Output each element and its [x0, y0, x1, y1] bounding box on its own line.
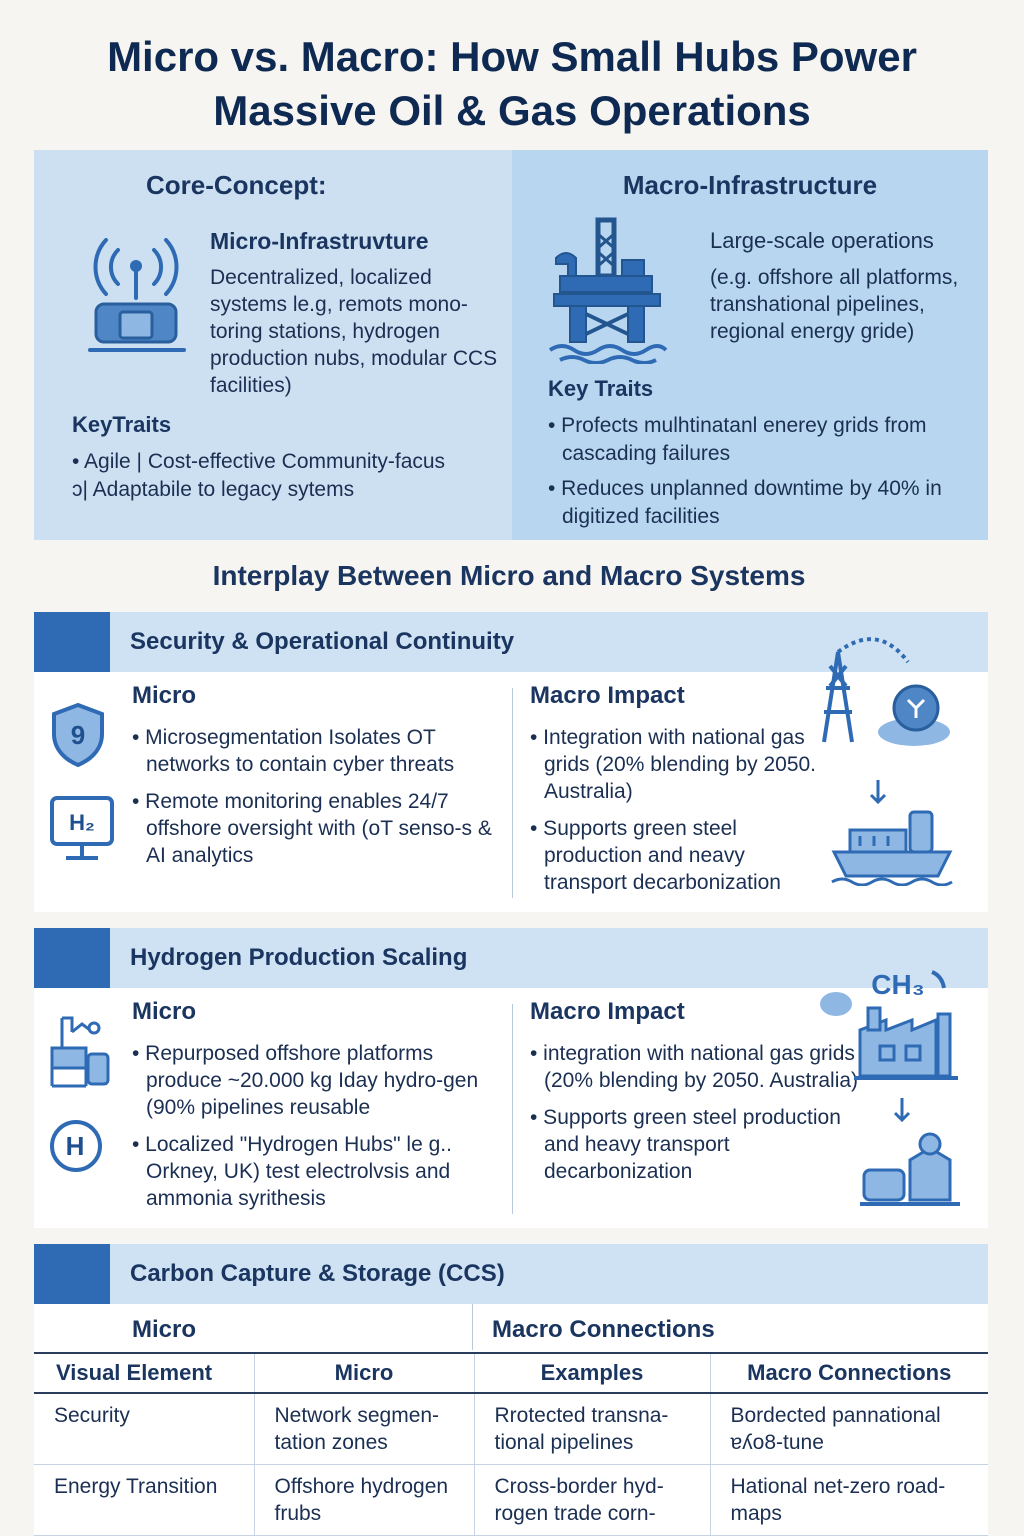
- micro-key-traits-line-1: • Agile | Cost-effective Community-facus: [72, 450, 446, 473]
- title-line-1: Micro vs. Macro: How Small Hubs Power: [107, 33, 917, 80]
- macro-trait-item: • Profects mulhtinatanl enerey grids from cascading failures: [548, 414, 927, 465]
- page-title: [0, 30, 1024, 138]
- table-cell: Hational net-zero road-maps: [710, 1465, 988, 1536]
- monitor-icon: [48, 794, 116, 866]
- column-header: Macro Connections: [710, 1353, 988, 1393]
- macro-concept-panel: [512, 150, 988, 540]
- micro-key-traits: [72, 448, 512, 504]
- column-divider: [472, 1304, 473, 1350]
- ccs-section-header: [34, 1244, 988, 1304]
- security-section: [34, 612, 988, 912]
- hydrogen-macro-item: • Supports green steel production and heavy transport decarbonization: [530, 1106, 841, 1183]
- table-header-row: [34, 1353, 988, 1393]
- table-cell: Cross-border hyd-rogen trade corn-: [474, 1465, 710, 1536]
- monitor-icon-label: H₂: [69, 810, 95, 835]
- down-arrow-icon: [892, 1096, 912, 1124]
- hydrogen-macro-heading: Macro Impact: [530, 998, 685, 1025]
- table-cell: Energy Transition: [34, 1465, 254, 1536]
- column-header: Visual Element: [34, 1353, 254, 1393]
- security-section-title: Security & Operational Continuity: [130, 628, 515, 655]
- table-cell: Network segmen-tation zones: [254, 1393, 474, 1465]
- column-divider: [512, 688, 513, 898]
- pipeline-tower-icon: [804, 632, 954, 752]
- micro-key-traits-line-2: ↄ| Adaptabile to legacy sytems: [72, 478, 355, 501]
- table-cell: Offshore hydrogen frubs: [254, 1465, 474, 1536]
- micro-concept-panel: [34, 150, 512, 540]
- macro-key-traits-label: Key Traits: [548, 376, 654, 401]
- concept-panel: [34, 150, 988, 540]
- security-micro-heading: Micro: [132, 682, 197, 709]
- section-accent-bar: [34, 928, 110, 988]
- hydrogen-micro-list: [132, 1040, 502, 1222]
- security-macro-heading: Macro Impact: [530, 682, 685, 709]
- macro-infrastructure-heading: Macro-Infrastructure: [622, 170, 878, 200]
- title-line-2: Massive Oil & Gas Operations: [213, 87, 811, 134]
- ccs-section-title: Carbon Capture & Storage (CCS): [130, 1260, 505, 1287]
- section-accent-bar: [34, 612, 110, 672]
- offshore-platform-icon: [546, 214, 670, 364]
- column-header: Micro: [254, 1353, 474, 1393]
- hydrogen-micro-heading: Micro: [132, 998, 197, 1025]
- factory-icon-label: CH₃: [871, 969, 925, 1000]
- steel-plant-icon: [858, 1130, 962, 1210]
- ccs-section: [34, 1244, 988, 1536]
- ccs-macro-heading: Macro Connections: [492, 1316, 715, 1343]
- table-row: [34, 1465, 988, 1536]
- ccs-micro-heading: Micro: [132, 1316, 197, 1343]
- security-micro-item: • Remote monitoring enables 24/7 offshore oversight with (oT senso-s & AI analytics: [132, 790, 492, 867]
- security-macro-item: • Integration with national gas grids (20% blending by 2050. Australia): [530, 726, 817, 803]
- column-divider: [512, 1004, 513, 1214]
- table-cell: Rrotected transna-tional pipelines: [474, 1393, 710, 1465]
- micro-key-traits-label: KeyTraits: [72, 412, 172, 437]
- ccs-comparison-table: [34, 1352, 988, 1536]
- security-macro-item: • Supports green steel production and neavy transport decarbonization: [530, 817, 781, 894]
- table-cell: Bordected pannational ɐʎo8-tune: [710, 1393, 988, 1465]
- micro-infrastructure-title: Micro-Infrastruvture: [210, 228, 429, 254]
- wireless-hub-icon: [80, 228, 192, 354]
- table-cell: Security: [34, 1393, 254, 1465]
- down-arrow-icon: [868, 778, 888, 806]
- factory-icon: [814, 964, 964, 1084]
- core-concept-heading: Core-Concept:: [146, 170, 327, 200]
- macro-trait-item: • Reduces unplanned downtime by 40% in digitized facilities: [548, 477, 942, 528]
- electrolyzer-plant-icon: [48, 1010, 114, 1090]
- hydrogen-icon-label: H: [65, 1131, 85, 1161]
- table-row: [34, 1393, 988, 1465]
- security-macro-list: [530, 724, 820, 906]
- macro-key-traits-list: [548, 412, 978, 538]
- security-micro-item: • Microsegmentation Isolates OT networks to contain cyber threats: [132, 726, 455, 776]
- hydrogen-micro-item: • Localized "Hydrogen Hubs" le g.. Orkney, UK) test electrolvsis and ammonia syrithesis: [132, 1133, 452, 1210]
- micro-infrastructure-description: Decentralized, localized systems le.g, remots mono-toring stations, hydrogen production nubs, modular CCS facilities): [210, 266, 498, 397]
- hydrogen-section-title: Hydrogen Production Scaling: [130, 944, 468, 971]
- tanker-ship-icon: [830, 806, 954, 886]
- hydrogen-micro-item: • Repurposed offshore platforms produce ~20.000 kg Iday hydro-gen (90% pipelines reusable: [132, 1042, 479, 1119]
- column-header: Examples: [474, 1353, 710, 1393]
- macro-description-lead: Large-scale operations: [710, 228, 934, 253]
- shield-icon: [50, 702, 106, 768]
- macro-description-examples: (e.g. offshore all platforms, transhational pipelines, regional energy gride): [710, 266, 959, 343]
- interplay-heading: Interplay Between Micro and Macro Systems: [212, 560, 806, 591]
- hydrogen-icon: [48, 1118, 104, 1174]
- hydrogen-macro-item: • integration with national gas grids (20% blending by 2050. Australia): [530, 1042, 859, 1092]
- hydrogen-section: [34, 928, 988, 1228]
- shield-icon-label: 9: [70, 720, 86, 750]
- security-micro-list: [132, 724, 502, 879]
- section-accent-bar: [34, 1244, 110, 1304]
